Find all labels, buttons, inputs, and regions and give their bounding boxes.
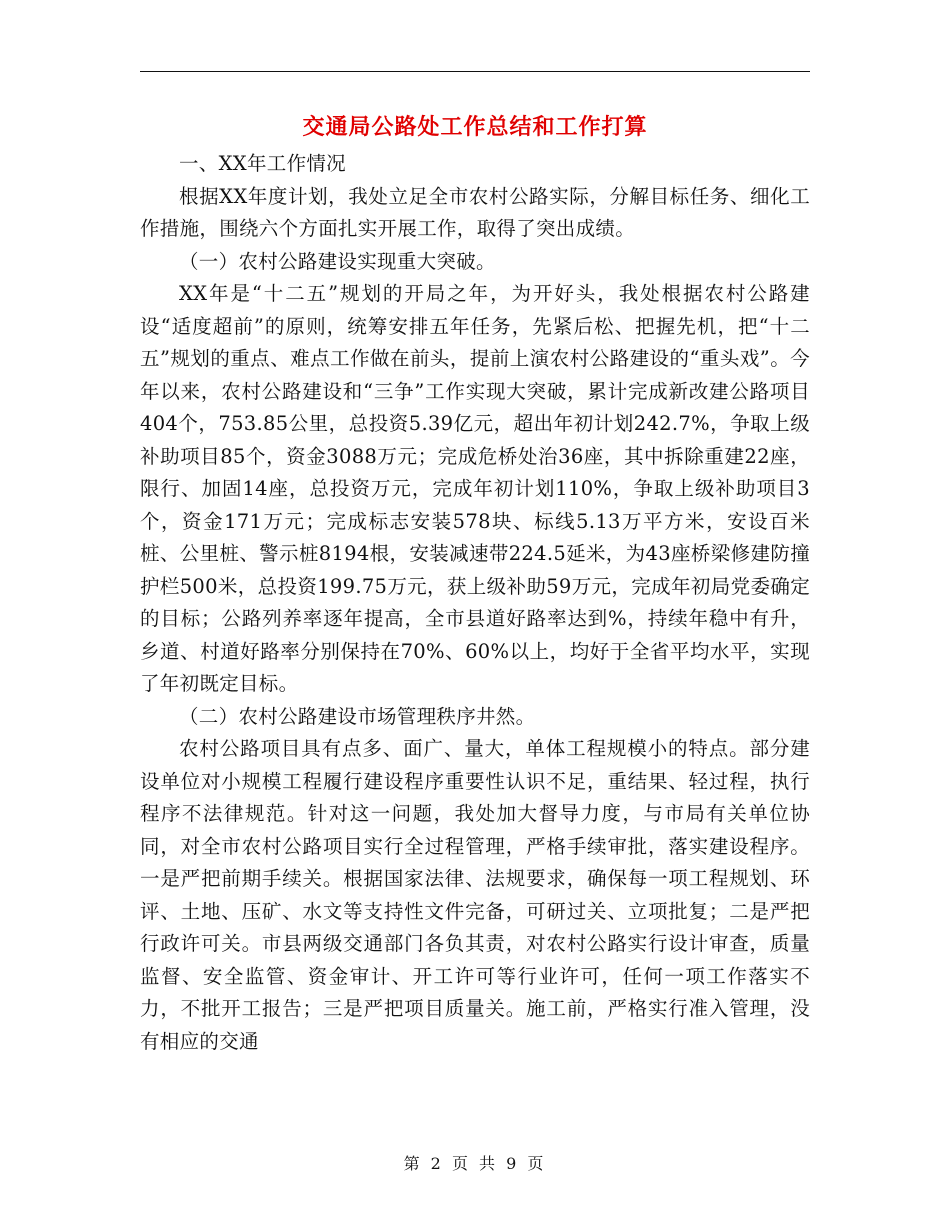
subsection-heading: （一）农村公路建设实现重大突破。 [179,249,496,273]
page-number-footer: 第 2 页 共 9 页 [403,1154,547,1173]
subsection-heading: （二）农村公路建设市场管理秩序井然。 [179,704,536,728]
body-paragraph: XX年是“十二五”规划的开局之年，为开好头，我处根据农村公路建设“适度超前”的原则，统筹安排五年任务，先紧后松、把握先机，把“十二五”规划的重点、难点工作做在前头，提前上演农村公路建设的“重头戏”。今年以来，农村公路建设和“三争”工作实现大突破，累计完成新改建公路项目404个，753.85公里，总投资5.39亿元，超出年初计划242.7%，争取上级补助项目85个，资金3088万元；完成危桥处治36座，其中拆除重建22座，限行、加固14座，总投资万元，完成年初计划110%，争取上级补助项目3个，资金171万元；完成标志安装578块、标线5.13万平方米，安设百米桩、公里桩、警示桩8194根，安装减速带224.5延米，为43座桥梁修建防撞护栏500米，总投资199.75万元，获上级补助59万元，完成年初局党委确定的目标；公路列养率逐年提高，全市县道好路率达到%，持续年稳中有升，乡道、村道好路率分别保持在70%、60%以上，均好于全省平均水平，实现了年初既定目标。 [140,282,810,695]
body-paragraph: 根据XX年度计划，我处立足全市农村公路实际，分解目标任务、细化工作措施，围绕六个方面扎实开展工作，取得了突出成绩。 [140,184,810,240]
header-rule [140,71,810,72]
document-title: 交通局公路处工作总结和工作打算 [302,115,648,140]
body-paragraph: 农村公路项目具有点多、面广、量大，单体工程规模小的特点。部分建设单位对小规模工程履行建设程序重要性认识不足，重结果、轻过程，执行程序不法律规范。针对这一问题，我处加大督导力度，与市局有关单位协同，对全市农村公路项目实行全过程管理，严格手续审批，落实建设程序。一是严把前期手续关。根据国家法律、法规要求，确保每一项工程规划、环评、土地、压矿、水文等支持性文件完备，可研过关、立项批复；二是严把行政许可关。市县两级交通部门各负其责，对农村公路实行设计审查，质量监督、安全监管、资金审计、开工许可等行业许可，任何一项工作落实不力，不批开工报告；三是严把项目质量关。施工前，严格实行准入管理，没有相应的交通 [140,737,810,1053]
document-body [140,148,810,1058]
section-heading: 一、XX年工作情况 [179,152,346,175]
